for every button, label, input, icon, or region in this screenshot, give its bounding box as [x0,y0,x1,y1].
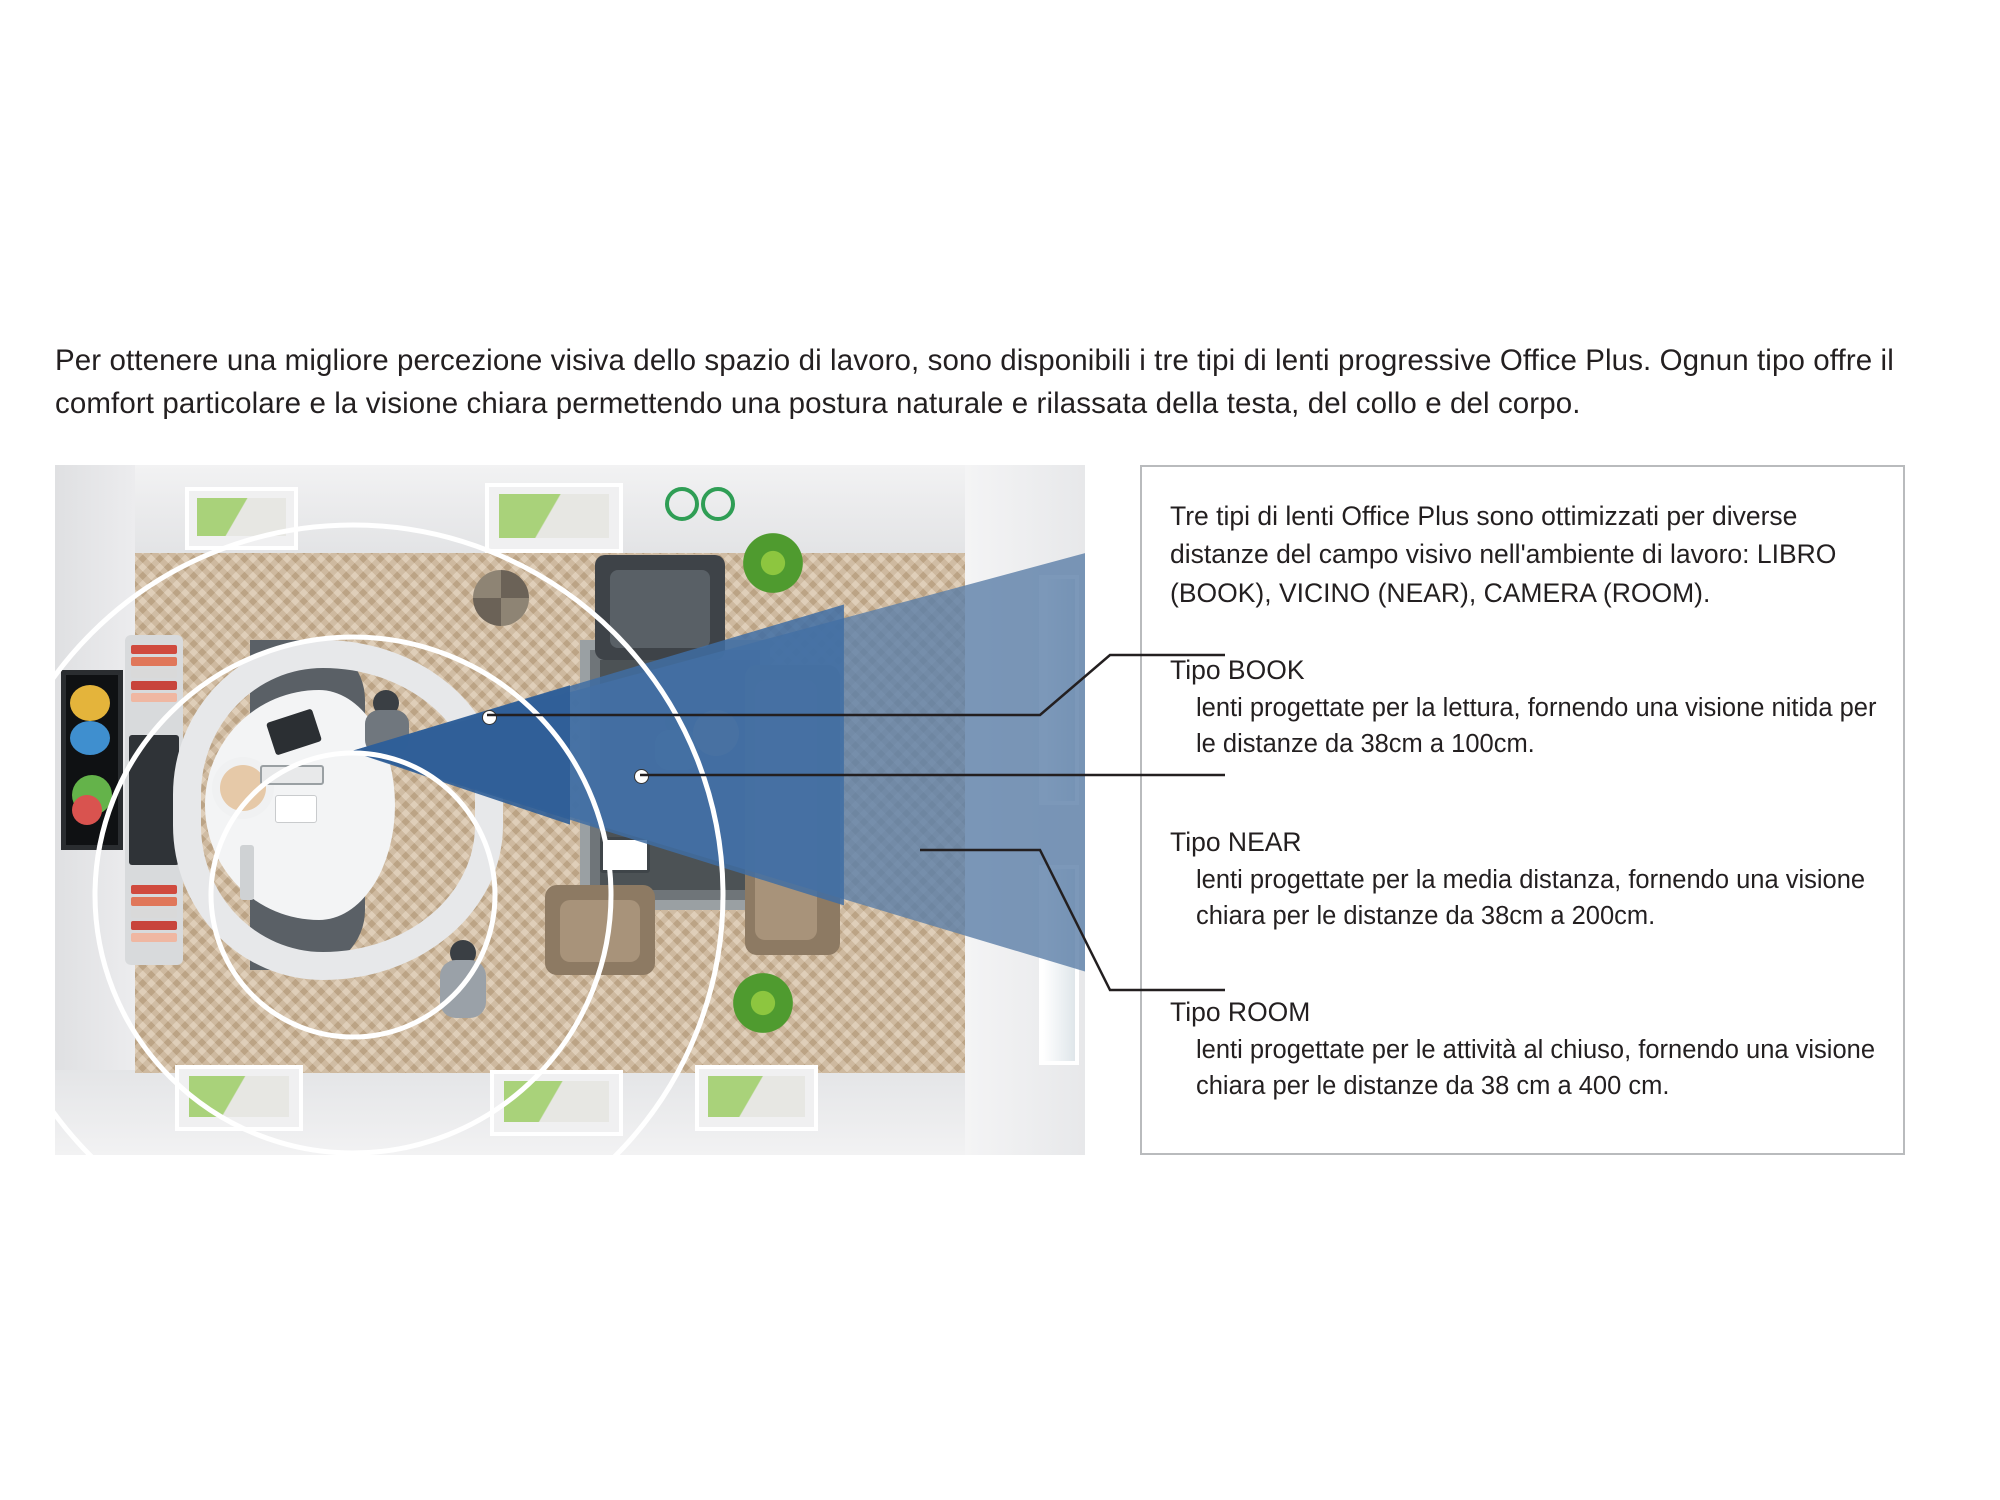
lens-type-room [1170,997,1885,1104]
lens-type-near-description: lenti progettate per la media distanza, fornendo una visione chiara per le distanze da 38cm a 200cm. [1196,866,1866,931]
info-panel [1140,465,1905,1155]
lens-type-book [1170,655,1885,762]
lens-type-book-title: Tipo BOOK [1170,655,1305,685]
anchor-dot-near [635,770,648,783]
lens-type-room-title: Tipo ROOM [1170,997,1311,1027]
distance-arcs [55,465,1085,1155]
lens-type-room-description: lenti progettate per le attività al chiuso, fornendo una visione chiara per le distanze da 38 cm a 400 cm. [1196,1036,1876,1101]
panel-intro-text: Tre tipi di lenti Office Plus sono ottimizzati per diverse distanze del campo visivo nell'ambiente di lavoro: LIBRO (BOOK), VICINO (NEAR), CAMERA (ROOM). [1170,501,1837,608]
lens-type-near [1170,827,1885,934]
office-illustration [55,465,1085,1155]
lens-type-near-title: Tipo NEAR [1170,827,1302,857]
lens-type-book-description: lenti progettate per la lettura, fornendo una visione nitida per le distanze da 38cm a 100cm. [1196,694,1877,759]
intro-paragraph: Per ottenere una migliore percezione visiva dello spazio di lavoro, sono disponibili i tre tipi di lenti progressive Office Plus. Ognun tipo offre il comfort particolare e la visione chiara permettendo una postura naturale e rilassata della testa, del collo e del corpo. [55,344,1894,420]
anchor-dot-book [483,711,496,724]
